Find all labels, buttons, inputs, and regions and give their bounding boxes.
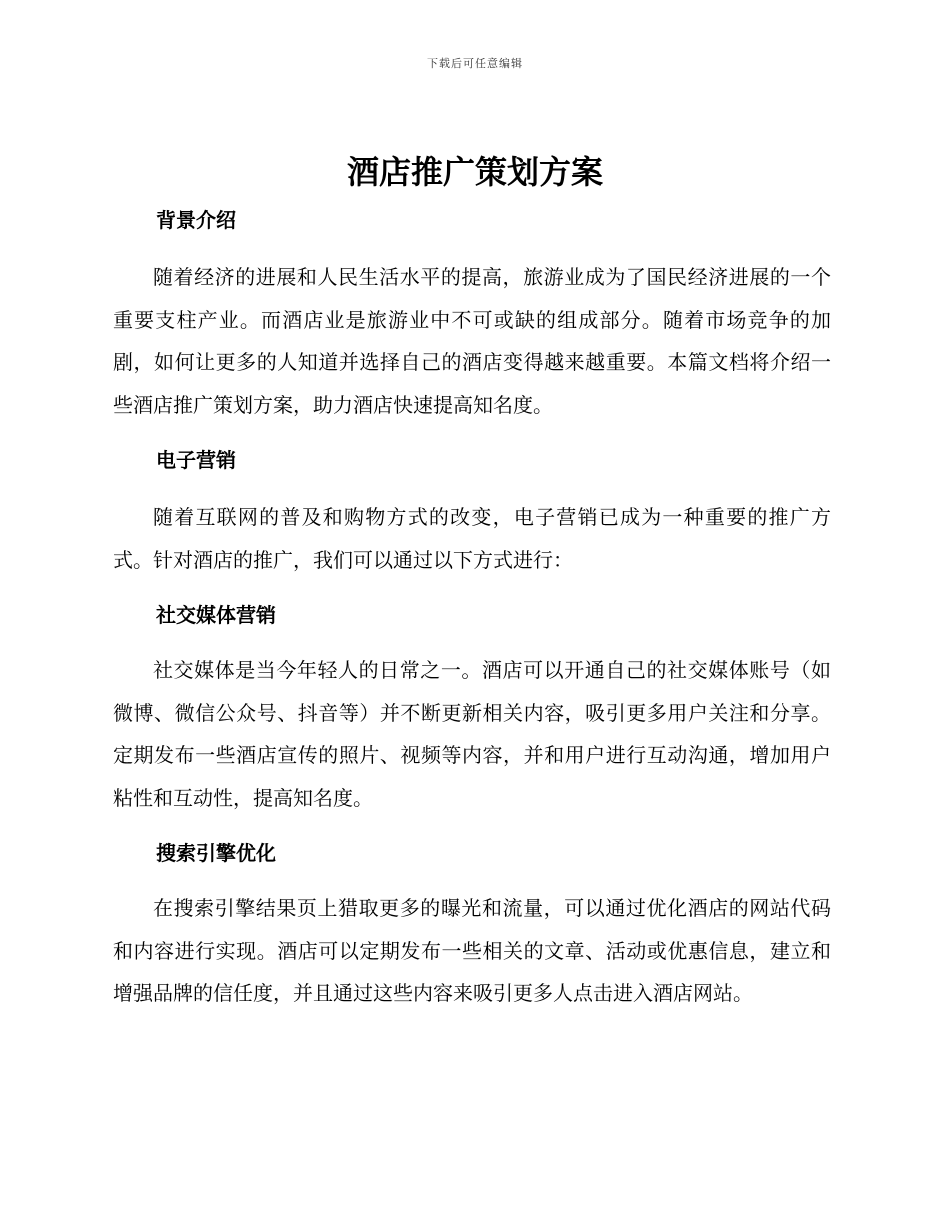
- section-paragraph-background: 随着经济的进展和人民生活水平的提高，旅游业成为了国民经济进展的一个重要支柱产业。而酒店业是旅游业中不可或缺的组成部分。随着市场竞争的加剧，如何让更多的人知道并选择自己的酒店变得越来越重要。本篇文档将介绍一些酒店推广策划方案，助力酒店快速提高知名度。: [113, 265, 831, 417]
- document-body: [113, 200, 831, 1015]
- section-heading-e-marketing: 电子营销: [156, 448, 236, 472]
- section-paragraph-social-media: 社交媒体是当今年轻人的日常之一。酒店可以开通自己的社交媒体账号（如微博、微信公众号、抖音等）并不断更新相关内容，吸引更多用户关注和分享。定期发布一些酒店宣传的照片、视频等内容，并和用户进行互动沟通，增加用户粘性和互动性，提高知名度。: [113, 658, 831, 810]
- section-paragraph-seo: 在搜索引擎结果页上猎取更多的曝光和流量，可以通过优化酒店的网站代码和内容进行实现。酒店可以定期发布一些相关的文章、活动或优惠信息，建立和增强品牌的信任度，并且通过这些内容来吸引更多人点击进入酒店网站。: [113, 896, 831, 1005]
- document-title: 酒店推广策划方案: [346, 153, 603, 191]
- section-heading-background: 背景介绍: [156, 208, 236, 232]
- header-note: 下载后可任意编辑: [427, 57, 523, 70]
- section-paragraph-e-marketing: 随着互联网的普及和购物方式的改变，电子营销已成为一种重要的推广方式。针对酒店的推广，我们可以通过以下方式进行：: [113, 505, 831, 572]
- section-heading-social-media: 社交媒体营销: [156, 603, 276, 627]
- section-heading-seo: 搜索引擎优化: [156, 841, 276, 865]
